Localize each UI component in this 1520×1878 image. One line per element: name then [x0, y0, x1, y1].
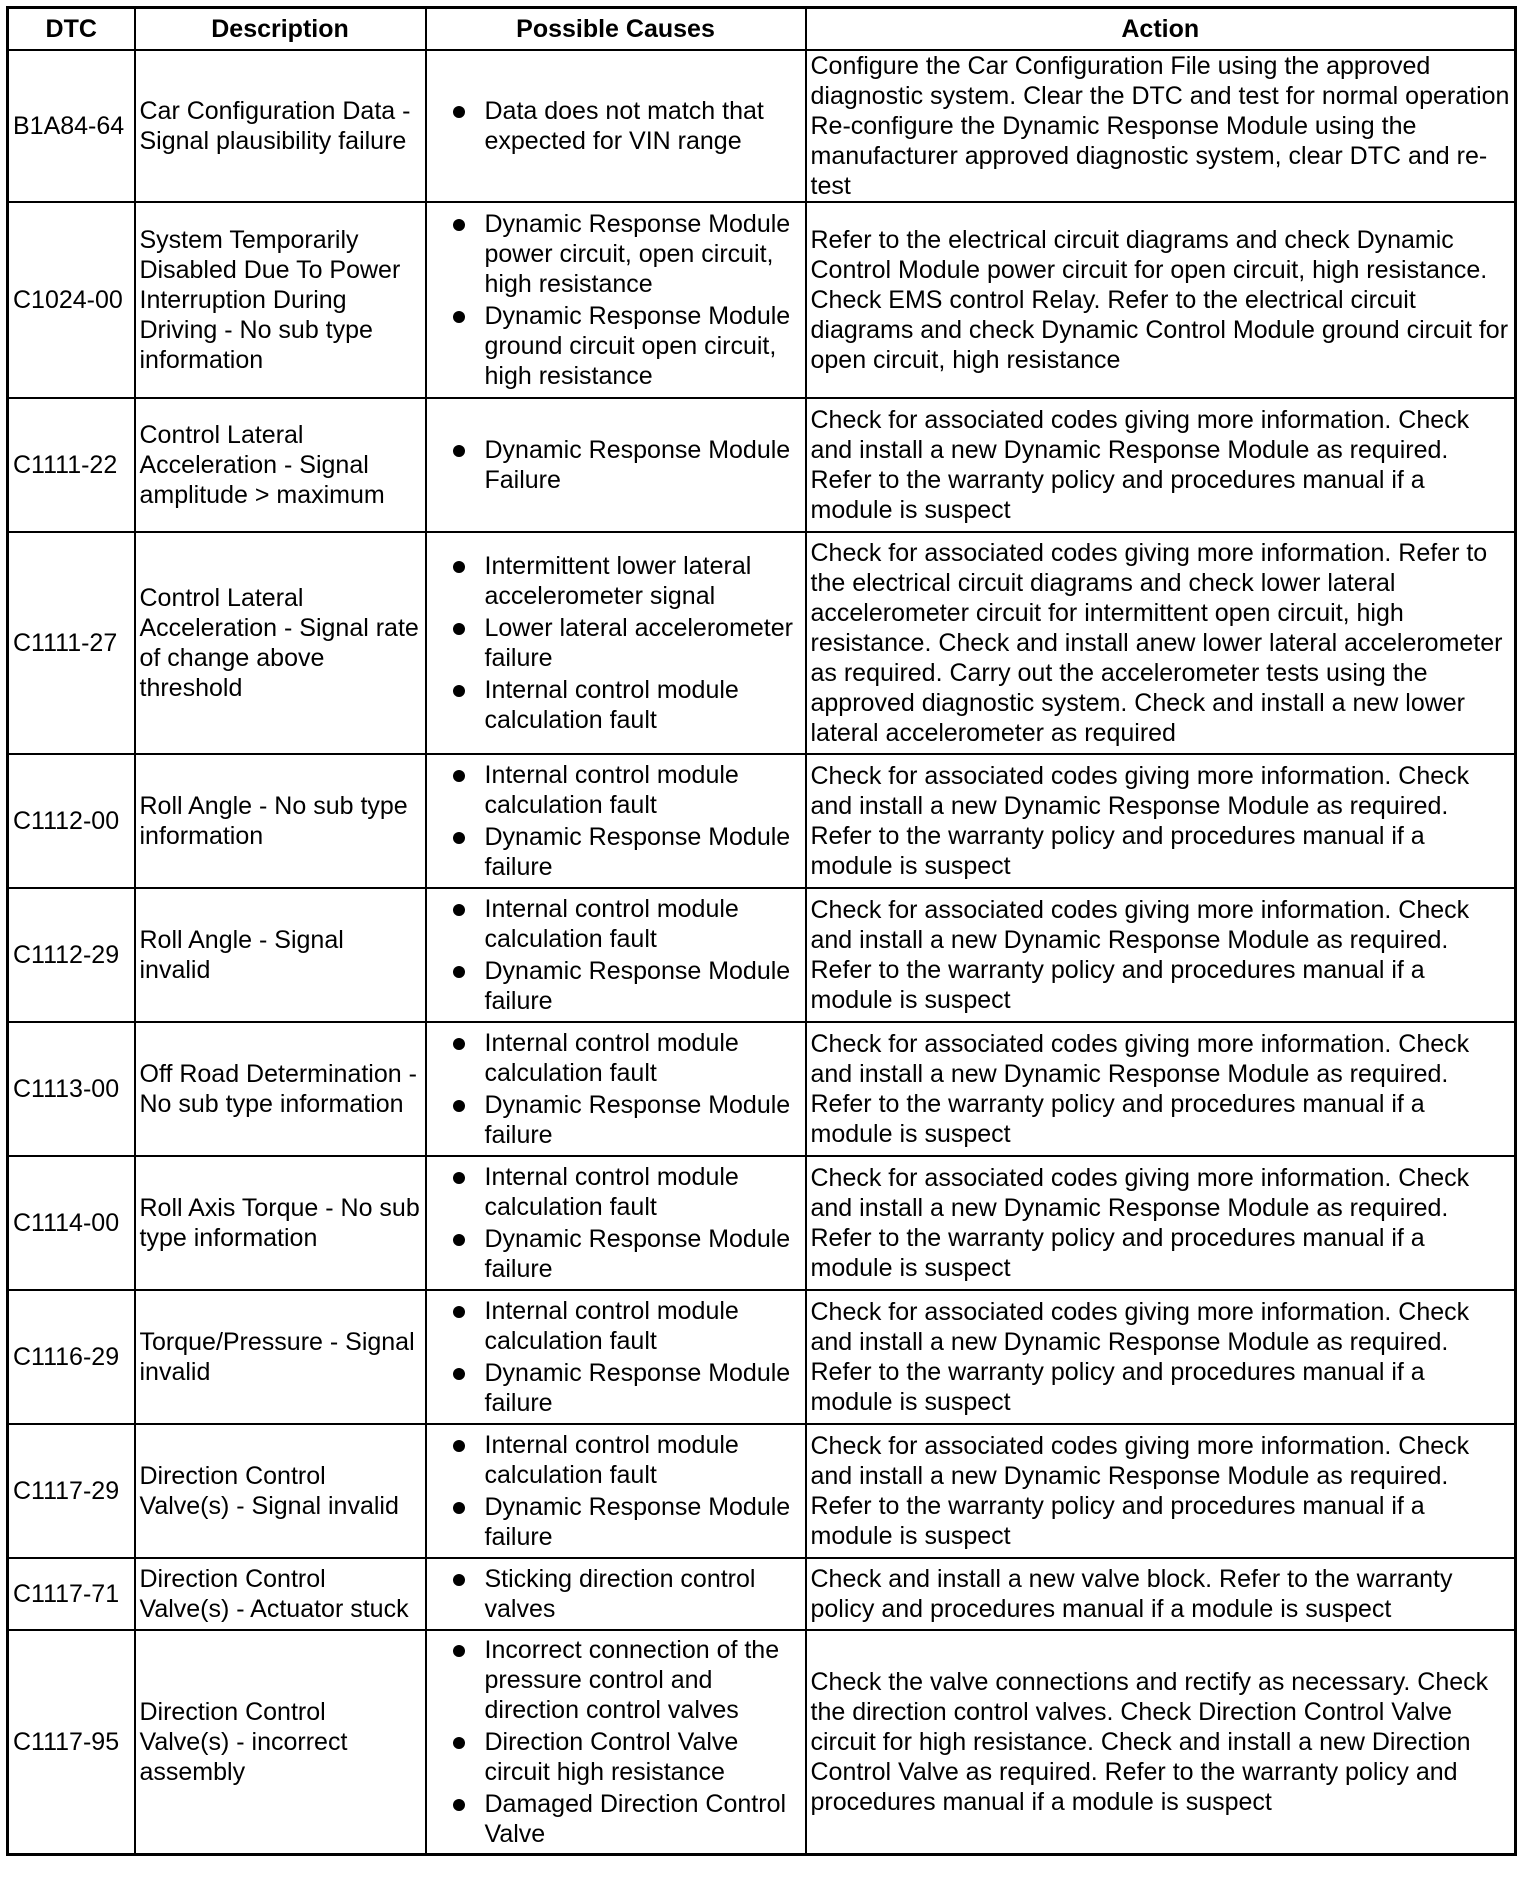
cause-text: Dynamic Response Module failure — [484, 1091, 791, 1149]
bullet-icon — [453, 445, 465, 457]
cause-text: Dynamic Response Module power circuit, open circuit, high resistance — [484, 210, 791, 298]
dtc-code: C1114-00 — [8, 1156, 135, 1290]
table-row — [8, 532, 1516, 754]
cause-item — [431, 956, 801, 1016]
dtc-code: C1112-00 — [8, 754, 135, 888]
possible-causes — [426, 1630, 806, 1854]
description: Control Lateral Acceleration - Signal rate of change above threshold — [135, 532, 426, 754]
cause-text: Damaged Direction Control Valve — [484, 1789, 787, 1848]
cause-text: Dynamic Response Module failure — [484, 1359, 791, 1417]
cause-item — [431, 1028, 801, 1088]
cause-item — [431, 1635, 801, 1725]
possible-causes — [426, 202, 806, 398]
cause-text: Internal control module calculation fault — [484, 895, 739, 953]
bullet-icon — [453, 1368, 465, 1380]
dtc-code: C1113-00 — [8, 1022, 135, 1156]
table-row — [8, 202, 1516, 398]
possible-causes — [426, 398, 806, 532]
bullet-icon — [453, 1737, 465, 1749]
cause-item — [431, 675, 801, 735]
cause-text: Lower lateral accelerometer failure — [484, 614, 793, 672]
action: Configure the Car Configuration File using the approved diagnostic system. Clear the DTC and test for normal operation Re-configure the Dynamic Response Module using the manufacturer approved diagnostic system, clear DTC and re-test — [806, 50, 1516, 202]
description: Car Configuration Data - Signal plausibility failure — [135, 50, 426, 202]
cause-text: Internal control module calculation fault — [484, 1297, 739, 1355]
action: Check for associated codes giving more information. Check and install a new Dynamic Response Module as required. Refer to the warranty policy and procedures manual if a module is suspect — [806, 1424, 1516, 1558]
cause-item — [431, 1727, 801, 1787]
cause-item — [431, 760, 801, 820]
cause-item — [431, 822, 801, 882]
cause-item — [431, 613, 801, 673]
bullet-icon — [453, 1799, 465, 1811]
cause-item — [431, 1789, 801, 1849]
description: Direction Control Valve(s) - Signal invalid — [135, 1424, 426, 1558]
cause-text: Incorrect connection of the pressure control and direction control valves — [484, 1635, 780, 1724]
action: Check for associated codes giving more information. Check and install a new Dynamic Response Module as required. Refer to the warranty policy and procedures manual if a module is suspect — [806, 888, 1516, 1022]
cause-text: Data does not match that expected for VIN range — [484, 97, 764, 155]
possible-causes — [426, 1156, 806, 1290]
cause-text: Dynamic Response Module failure — [484, 1225, 791, 1283]
bullet-icon — [453, 561, 465, 573]
cause-text: Intermittent lower lateral accelerometer signal — [484, 552, 752, 610]
cause-item — [431, 1358, 801, 1418]
description: Roll Angle - No sub type information — [135, 754, 426, 888]
dtc-code: B1A84-64 — [8, 50, 135, 202]
cause-text: Internal control module calculation fault — [484, 1431, 739, 1489]
cause-item — [431, 301, 801, 391]
bullet-icon — [453, 623, 465, 635]
table-row — [8, 1630, 1516, 1854]
action: Check for associated codes giving more information. Check and install a new Dynamic Response Module as required. Refer to the warranty policy and procedures manual if a module is suspect — [806, 398, 1516, 532]
description: Direction Control Valve(s) - incorrect assembly — [135, 1630, 426, 1854]
possible-causes — [426, 1022, 806, 1156]
possible-causes — [426, 754, 806, 888]
description: Off Road Determination - No sub type information — [135, 1022, 426, 1156]
table-row — [8, 888, 1516, 1022]
bullet-icon — [453, 1306, 465, 1318]
description: Roll Angle - Signal invalid — [135, 888, 426, 1022]
possible-causes — [426, 1424, 806, 1558]
header-row — [8, 8, 1516, 51]
cause-item — [431, 894, 801, 954]
cause-item — [431, 551, 801, 611]
cause-item — [431, 1162, 801, 1222]
action: Check for associated codes giving more information. Check and install a new Dynamic Response Module as required. Refer to the warranty policy and procedures manual if a module is suspect — [806, 754, 1516, 888]
bullet-icon — [453, 1172, 465, 1184]
bullet-icon — [453, 219, 465, 231]
dtc-code: C1117-29 — [8, 1424, 135, 1558]
cause-item — [431, 1224, 801, 1284]
cause-item — [431, 435, 801, 495]
bullet-icon — [453, 1440, 465, 1452]
description: Torque/Pressure - Signal invalid — [135, 1290, 426, 1424]
cause-text: Internal control module calculation fault — [484, 1029, 739, 1087]
description: Control Lateral Acceleration - Signal amplitude > maximum — [135, 398, 426, 532]
dtc-code: C1111-22 — [8, 398, 135, 532]
bullet-icon — [453, 966, 465, 978]
action: Check the valve connections and rectify as necessary. Check the direction control valves. Check Direction Control Valve circuit for high resistance. Check and install a new Direction Control Valve as required. Refer to the warranty policy and procedures manual if a module is suspect — [806, 1630, 1516, 1854]
cause-item — [431, 96, 801, 156]
cause-item — [431, 1564, 801, 1624]
description: System Temporarily Disabled Due To Power Interruption During Driving - No sub type information — [135, 202, 426, 398]
dtc-code: C1112-29 — [8, 888, 135, 1022]
table-row — [8, 1558, 1516, 1630]
bullet-icon — [453, 832, 465, 844]
bullet-icon — [453, 685, 465, 697]
header-possible-causes: Possible Causes — [426, 8, 806, 51]
action: Refer to the electrical circuit diagrams and check Dynamic Control Module power circuit for open circuit, high resistance. Check EMS control Relay. Refer to the electrical circuit diagrams and check Dynamic Control Module ground circuit for open circuit, high resistance — [806, 202, 1516, 398]
dtc-code: C1111-27 — [8, 532, 135, 754]
bullet-icon — [453, 904, 465, 916]
dtc-code: C1024-00 — [8, 202, 135, 398]
bullet-icon — [453, 1100, 465, 1112]
dtc-code: C1117-95 — [8, 1630, 135, 1854]
cause-item — [431, 1296, 801, 1356]
action: Check and install a new valve block. Refer to the warranty policy and procedures manual if a module is suspect — [806, 1558, 1516, 1630]
cause-item — [431, 1430, 801, 1490]
table-row — [8, 754, 1516, 888]
action: Check for associated codes giving more information. Check and install a new Dynamic Response Module as required. Refer to the warranty policy and procedures manual if a module is suspect — [806, 1022, 1516, 1156]
cause-item — [431, 1090, 801, 1150]
bullet-icon — [453, 1038, 465, 1050]
cause-text: Internal control module calculation fault — [484, 676, 739, 734]
cause-text: Internal control module calculation fault — [484, 1163, 739, 1221]
table-row — [8, 1424, 1516, 1558]
possible-causes — [426, 888, 806, 1022]
table-row — [8, 1290, 1516, 1424]
table-row — [8, 1156, 1516, 1290]
header-description: Description — [135, 8, 426, 51]
dtc-table — [6, 6, 1517, 1856]
cause-text: Dynamic Response Module ground circuit open circuit, high resistance — [484, 302, 791, 390]
bullet-icon — [453, 770, 465, 782]
action: Check for associated codes giving more information. Check and install a new Dynamic Response Module as required. Refer to the warranty policy and procedures manual if a module is suspect — [806, 1290, 1516, 1424]
header-dtc: DTC — [8, 8, 135, 51]
description: Roll Axis Torque - No sub type information — [135, 1156, 426, 1290]
cause-text: Dynamic Response Module failure — [484, 957, 791, 1015]
header-action: Action — [806, 8, 1516, 51]
dtc-code: C1117-71 — [8, 1558, 135, 1630]
table-row — [8, 50, 1516, 202]
possible-causes — [426, 50, 806, 202]
cause-text: Dynamic Response Module failure — [484, 1493, 791, 1551]
bullet-icon — [453, 1234, 465, 1246]
cause-text: Direction Control Valve circuit high resistance — [484, 1727, 739, 1786]
possible-causes — [426, 1290, 806, 1424]
possible-causes — [426, 1558, 806, 1630]
cause-text: Internal control module calculation fault — [484, 761, 739, 819]
bullet-icon — [453, 106, 465, 118]
action: Check for associated codes giving more information. Refer to the electrical circuit diagrams and check lower lateral accelerometer circuit for intermittent open circuit, high resistance. Check and install anew lower lateral accelerometer as required. Carry out the accelerometer tests using the approved diagnostic system. Check and install a new lower lateral accelerometer as required — [806, 532, 1516, 754]
description: Direction Control Valve(s) - Actuator stuck — [135, 1558, 426, 1630]
action: Check for associated codes giving more information. Check and install a new Dynamic Response Module as required. Refer to the warranty policy and procedures manual if a module is suspect — [806, 1156, 1516, 1290]
cause-text: Dynamic Response Module failure — [484, 823, 791, 881]
possible-causes — [426, 532, 806, 754]
bullet-icon — [453, 1502, 465, 1514]
bullet-icon — [453, 1574, 465, 1586]
cause-text: Dynamic Response Module Failure — [484, 436, 791, 494]
cause-item — [431, 1492, 801, 1552]
cause-item — [431, 209, 801, 299]
table-row — [8, 1022, 1516, 1156]
table-row — [8, 398, 1516, 532]
dtc-code: C1116-29 — [8, 1290, 135, 1424]
bullet-icon — [453, 1645, 465, 1657]
cause-text: Sticking direction control valves — [484, 1565, 756, 1623]
bullet-icon — [453, 311, 465, 323]
